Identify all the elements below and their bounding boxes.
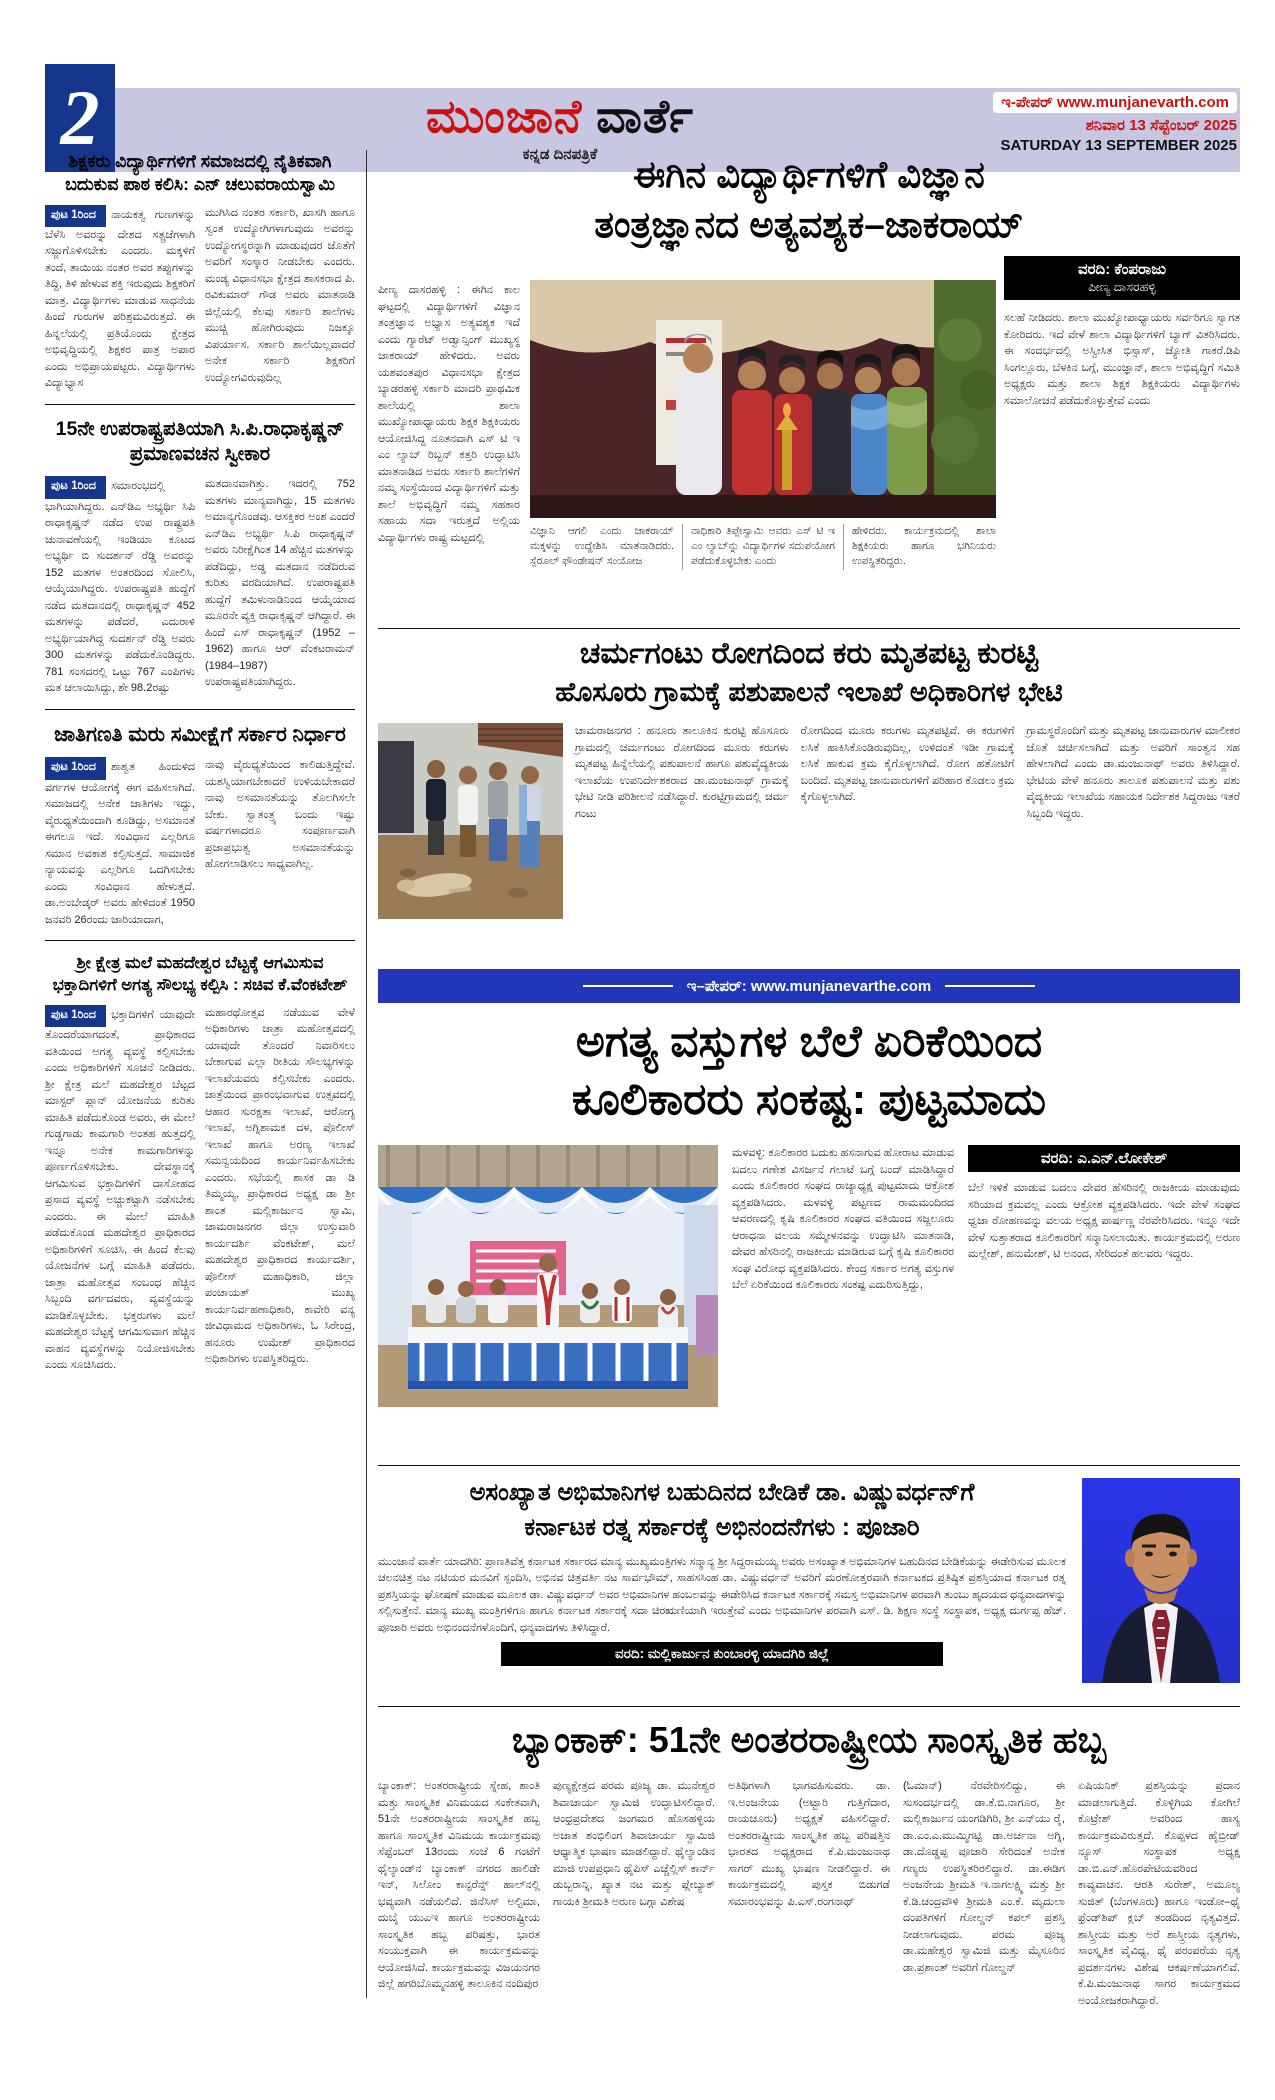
photo-lamp-lighting-svg <box>530 280 996 518</box>
article-price-right-text: ಬೆಲೆ ಇಳಿಕೆ ಮಾಡುವ ಬದಲು ದೇವರ ಹೆಸರಿನಲ್ಲಿ ರಾಜಕೀಯ ಮಾಡುವುದು ಸರಿಯಾದ ಕ್ರಮವಲ್ಲ ಎಂದು ಆಕ್ರೋಶ ವ್ಯಕ್ತಪಡಿಸಿದರು. ಇದೇ ವೇಳೆ ಸಂಘದ ಧ್ವಜಾ ರೋಹಣವನ್ನು ವಲಯ ಅಧ್ಯಕ್ಷ ಪಾರ್ಷಣ್ಣ ನೆರವೇರಿಸಿದರು. ಇನ್ನೂ ಇದೇ ವೇಳೆ ಸುತ್ತಾತರಾದ ಕೂಲಿಕಾರರಿಗೆ ಸನ್ಮಾನಿಸಲಾಯಿತು. ಕಾರ್ಯಕ್ರಮದಲ್ಲಿ ಅರುಣ ಮಲ್ಲೇಶ್, ಹನುಮೇಶ್, ಟಿ ಅನಂದ, ಸೇರಿದಂತೆ ಹಲವರು ಇದ್ದರು. <box>968 1182 1240 1261</box>
masthead-title-red: ಮುಂಜಾನೆ <box>426 90 583 142</box>
article-science-cap1: ವಿಜ್ಞಾನಿ ಆಗಲಿ ಎಂದು ಜಾಕರಾಯ್ ಮಕ್ಕಳನ್ನು ಉದ್ದೇಶಿಸಿ ಮಾತನಾಡಿದರು. ಸ್ಪೆರೂಲ್ ಫೌಂಡೇಷನ್ ಸಂಯೋಜ <box>530 525 674 568</box>
article-caste-census-col1 <box>45 757 195 928</box>
article-mm-hills-col1 <box>45 1005 195 1374</box>
article-vishnu-headline <box>378 1476 1066 1546</box>
article-vishnu-left <box>378 1476 1066 1666</box>
article-mm-hills-col2: ಮಹಾರಥೋತ್ಸವ ನಡೆಯುವ ವೇಳೆ ಅಧಿಕಾರಿಗಳು ಜಾತ್ರಾ ಮಹೋತ್ಸವದಲ್ಲಿ ಯಾವುದೇ ತೊಂದರೆ ನಿವಾರಿಸಲು ಬೇಕಾಗುವ ಎಲ್ಲಾ ರೀತಿಯ ಸೌಲಭ್ಯಗಳನ್ನು ಇಲಾಖೆಯವರು ಕಲ್ಪಿಸಬೇಕು ಎಂದರು. ಜಾತ್ರೆಯಿಂದ ಪ್ರಾರಂಭವಾಗುವ ಉತ್ಸವದಲ್ಲಿ ಆಹಾರ ಸುರಕ್ಷತಾ ಇಲಾಖೆ, ಆರೋಗ್ಯ ಇಲಾಖೆ, ಅಗ್ನಿಶಾಮಕ ದಳ, ಪೊಲೀಸ್ ಇಲಾಖೆ ಹಾಗೂ ಅರಣ್ಯ ಇಲಾಖೆ ಸಮನ್ವಯದಿಂದ ಕಾರ್ಯನಿರ್ವಹಿಸಬೇಕು ಎಂದರು. ಸಭೆಯಲ್ಲಿ ಶಾಸಕ ಡಾ ಡಿ ತಿಮ್ಮಯ್ಯ, ಪ್ರಾಧಿಕಾರದ ಅಧ್ಯಕ್ಷ ಡಾ ಶ್ರೀ ಶಾಂತ ಮಲ್ಲಿಕಾರ್ಜುನ ಸ್ವಾಮಿ, ಚಾಮರಾಜನಗರ ಜಿಲ್ಲಾ ಉಸ್ತುವಾರಿ ಕಾರ್ಯದರ್ಶಿ ವೆಂಕಟೇಶ್, ಮಲೆ ಮಹದೇಶ್ವರ ಪ್ರಾಧಿಕಾರದ ಕಾರ್ಯದರ್ಶಿ, ಪೊಲೀಸ್ ಮಹಾಧಿಕಾರಿ, ಜಿಲ್ಲಾ ಪಂಚಾಯತ್ ಮುಖ್ಯ ಕಾರ್ಯನಿರ್ವಹಣಾಧಿಕಾರಿ, ಕಾವೇರಿ ವನ್ಯ ಜೀವಿಧಾಮದ ಅಧಿಕಾರಿಗಳು, ಓ ಸಿರೇಂದ್ರ, ಹನೂರು ಉಮೇಶ್ ಪ್ರಾಧಿಕಾರದ ಅಧಿಕಾರಿಗಳು ಉಪಸ್ಥಿತರಿದ್ದರು. <box>205 1006 355 1366</box>
sidebar-rule-2 <box>45 709 355 710</box>
main-area <box>378 150 1240 2009</box>
report-box-science <box>1004 256 1240 300</box>
article-vishnu-headline-line2: ಕರ್ನಾಟಕ ರತ್ನ ಸರ್ಕಾರಕ್ಕೆ ಅಭಿನಂದನೆಗಳು : ಪೂಜಾರಿ <box>524 1513 920 1541</box>
article-science-cap2: ನಾಧಿಕಾರಿ ತಿಪ್ಪೇಸ್ವಾಮಿ ಅವರು ಎಸ್ ಟಿ ಇ ಎಂ ಲ್ಯಾಬ್‌ನ್ನು ವಿದ್ಯಾರ್ಥಿಗಳ ಸದುಪಯೋಗ ಪಡೆದುಕೊಳ್ಳಬೇಕು ಎಂದು <box>682 524 835 570</box>
article-bangkok-col1: ಬ್ಯಾಂಕಾಕ್: ಅಂತರರಾಷ್ಟ್ರೀಯ ಸ್ನೇಹ, ಶಾಂತಿ ಮತ್ತು ಸಾಂಸ್ಕೃತಿಕ ವಿನಿಮಯದ ಸಂಕೇತವಾಗಿ, 51ನೇ ಅಂತರರಾಷ್ಟ್ರೀಯ ಸಾಂಸ್ಕೃತಿಕ ಹಬ್ಬ ಹಾಗೂ ಸಾಂಸ್ಕೃತಿಕ ವಿನಿಮಯ ಕಾರ್ಯಕ್ರಮವು ಸೆಪ್ಟೆಂಬರ್ 13ರಂದು ಸಂಜೆ 6 ಗಂಟೆಗೆ ಥೈಲ್ಯಾಂಡ್‌ನ ಬ್ಯಾಂಕಾಕ್ ನಗರದ ಹಾಲಿಡೇ ಇನ್, ಸಿಲೋಂ ಕಾನ್ಫರೆನ್ಸ್ ಹಾಲ್‌ನಲ್ಲಿ ಭವ್ಯವಾಗಿ ನಡೆಯಲಿದೆ. ಜಿನೆಸಿಸ್ ಅಲ್ಟಿಮಾ, ದುಬೈ ಯುಎಇ ಹಾಗೂ ಅಂತರರಾಷ್ಟ್ರೀಯ ಸಾಂಸ್ಕೃತಿಕ ಹಬ್ಬ ಪರಿಷತ್ತು, ಭಾರತ ಸಂಯುಕ್ತವಾಗಿ ಈ ಕಾರ್ಯಕ್ರಮವನ್ನು ಆಯೋಜಿಸಿದೆ. ಕಾರ್ಯಕ್ರಮವನ್ನು ವಿಜಯನಗರ ಜಿಲ್ಲೆ ಹಗರಿಬೊಮ್ಮನಹಳ್ಳಿ ತಾಲೂಕಿನ ನಂದಿಪುರ <box>378 1780 540 1990</box>
article-vicepresident <box>45 417 355 697</box>
article-vicepresident-headline: 15ನೇ ಉಪರಾಷ್ಟ್ರಪತಿಯಾಗಿ ಸಿ.ಪಿ.ರಾಧಾಕೃಷ್ಣನ್ ಪ್ರಮಾಣವಚನ ಸ್ವೀಕಾರ <box>55 417 345 466</box>
article-mm-hills-headline: ಶ್ರೀ ಕ್ಷೇತ್ರ ಮಲೆ ಮಹದೇಶ್ವರ ಬೆಟ್ಟಕ್ಕೆ ಆಗಮಿಸುವ ಭಕ್ತಾದಿಗಳಿಗೆ ಅಗತ್ಯ ಸೌಲಭ್ಯ ಕಲ್ಪಿಸಿ : ಸಚಿವ ಕೆ.ವೆಂಕಟೇಶ್ <box>52 954 348 994</box>
from-page1-tag: ಪುಟ 1ರಿಂದ <box>45 1005 106 1027</box>
article-bangkok-col5: ಏಷಿಯನಿಕ್ ಪ್ರಶಸ್ತಿಯನ್ನು ಪ್ರದಾನ ಮಾಡಲಾಗುತ್ತಿದೆ. ಕೊಳ್ಳಿಗಿಯ ಕೋಗಿಲೆ ಕೊಟ್ರೇಶ್ ಅವರಿಂದ ಹಾಸ್ಯ ಕಾರ್ಯಕ್ರಮವಿರುತ್ತದೆ. ಕೊಪ್ಪಳದ ಹೈಬ್ರೀಡ್ ನ್ಯೂಸ್ ಸಂಸ್ಥಾಪಕ ಅಧ್ಯಕ್ಷ ಡಾ.ಬಿ.ಎನ್.ಹೊರಪೇಟಿಯವರಿಂದ ಕಾವ್ಯವಾಚನ. ಆರತಿ ಸುರೇಶ್, ಅಮೂಲ್ಯ ಸುಜಿತ್ (ಬೆಂಗಳೂರು) ಹಾಗೂ ಇಂಡೋ–ಥೈ ಫ್ರೆಂಡ್‌ಶಿಪ್ ಕ್ಲಬ್ ತಂಡದಿಂದ ನೃತ್ಯವಿತ್ತದೆ. ಶಾಸ್ತ್ರೀಯ ಮತ್ತು ಅರೆ ಶಾಸ್ತ್ರೀಯ ನೃತ್ಯಗಳು, ಸಾಂಸ್ಕೃತಿಕ ವೈವಿಧ್ಯ, ಥೈ ಪರಂಪರೆಯ ನೃತ್ಯ ಪ್ರದರ್ಶನಗಳು ವಿಶೇಷ ಆಕರ್ಷಣೆಯಾಗಲಿವೆ. ಕೆ.ಪಿ.ಮಂಜುನಾಥ ಸಾಗರ ಕಾರ್ಯಕ್ರಮದ ಅಂಯೋಜಕರಾಗಿದ್ದಾರೆ. <box>1078 1780 1240 2007</box>
article-caste-census <box>45 722 355 928</box>
header-right <box>907 92 1237 154</box>
article-teachers <box>45 150 355 392</box>
article-bangkok-col2: ಪುಣ್ಯಕ್ಷೇತ್ರದ ಪರಮ ಪೂಜ್ಯ ಡಾ. ಮುನೇಶ್ವರ ಶಿವಾಚಾರ್ಯ ಸ್ವಾಮಿಜಿ ಉದ್ಘಾಟಿಸಲಿದ್ದಾರೆ. ಆಂಧ್ರಪ್ರದೇಶದ ಜಂಗಮರ ಹೊಸಹಳ್ಳಿಯ ಅಜಾತ ಶಂಭಿಲಿಂಗ ಶಿವಾಚಾರ್ಯ ಸ್ವಾಮಿಜಿ ಆಧ್ಯಾತ್ಮಿಕ ಭಾಷಣ ಮಾಡಲಿದ್ದಾರೆ. ಥೈಲ್ಯಾಂಡಿನ ಮಾಜಿ ಉಪಪ್ರಧಾನಿ ಥೈಪಿಸ್ ಎಚ್ಚೆಲ್ಲಿಸ್ ಕಾರ್ನ್ ಡುಬ್ಬರಾನ್ನಿ, ಖ್ಯಾತ ನಟ ಮತ್ತು ಪ್ಲೇಬ್ಯಾಕ್ ಗಾಯಕಿ ಶ್ರೀಮತಿ ಅರುಣ ಬಗ್ಗಾ ವಿಶೇಷ <box>553 1780 715 1908</box>
article-vishnu-headline-line1: ಅಸಂಖ್ಯಾತ ಅಭಿಮಾನಿಗಳ ಬಹುದಿನದ ಬೇಡಿಕೆ ಡಾ. ವಿಷ್ಣುವರ್ಧನ್‌ಗೆ <box>469 1479 975 1506</box>
article-mm-hills-col1-text: ಭಕ್ತಾದಿಗಳಿಗೆ ಯಾವುದೇ ತೊಂದರೆಯಾಗದಂತೆ, ಪ್ರಾಧಿಕಾರದ ವತಿಯಿಂದ ಅಗತ್ಯ ವ್ಯವಸ್ಥೆ ಕಲ್ಪಿಸಬೇಕು ಎಂದು ಅಧಿಕಾರಿಗಳಿಗೆ ಸೂಚನೆ ನೀಡಿದರು. ಶ್ರೀ ಕ್ಷೇತ್ರ ಮಲೆ ಮಹದೇಶ್ವರ ಬೆಟ್ಟದ ಮಾಸ್ಟರ್ ಪ್ಲಾನ್ ಯೋಜನೆಯ ಕುರಿತು ಮಾಹಿತಿ ಪಡೆದುಕೊಂಡ ಅವರು, ಈ ಮೇಲೆ ಗುಡ್ಡಗಾಡು ಕಾಮಗಾರಿ ಅಂತಹ ಹುತ್ತದಲ್ಲಿ ಇನ್ನೂ ಅನೇಕ ಕಾಮಗಾರಿಗಳನ್ನು ಪೂರ್ಣಗೊಳಿಸಬೇಕು. ದೇವಸ್ಥಾನಕ್ಕೆ ಆಗಮಿಸುವ ಭಕ್ತಾದಿಗಳಿಗೆ ದಾಸೋಹದ ಪ್ರಸಾದ ವ್ಯವಸ್ಥೆ ಅಚ್ಚುಕಟ್ಟಾಗಿ ನಡೆಸಬೇಕು ಎಂದರು. ಈ ಮೇಲೆ ಮಾಹಿತಿ ಪಡೆದುಕೊಂಡ ಮಹದೇಶ್ವರ ಪ್ರಾಧಿಕಾರದ ಅಧಿಕಾರಿಗಳಿಗೆ ಸೂಚಿಸಿ, ಈ ಹಿಂದೆ ಕೆಲವು ಯೋಜನೆಗಳ ಬಗ್ಗೆ ಮಾಹಿತಿ ಪಡೆದರು. ಜಾತ್ರಾ ಮಹೋತ್ಸವ ಸಂಬಂಧ ಹೆಚ್ಚಿನ ಸಿಬ್ಬಂದಿ ವರ್ಗದವರು, ವ್ಯವಸ್ಥೆಯನ್ನು ಮಾಡಿಕೊಳ್ಳಬೇಕು. ಭಕ್ತರುಗಳು ಮಲೆ ಮಹದೇಶ್ವರ ಬೆಟ್ಟಕ್ಕೆ ಆಗಮಿಸುವಾಗ ಹೆಚ್ಚಿನ ವಾಹನ ವ್ಯವಸ್ಥೆಗಳನ್ನು ನಿಯೋಜಿಸಬೇಕು ಎಂದು ಸೂಚಿಸಿದರು. <box>45 1008 195 1372</box>
article-cattle-headline-line1: ಚರ್ಮಗಂಟು ರೋಗದಿಂದ ಕರು ಮೃತಪಟ್ಟ ಕುರಟ್ಟಿ <box>579 637 1039 670</box>
article-science-left-col: ಪೀಣ್ಯ ದಾಸರಹಳ್ಳಿ : ಈಗಿನ ಕಾಲ ಘಟ್ಟದಲ್ಲಿ ವಿದ್ಯಾರ್ಥಿಗಳಿಗೆ ವಿಜ್ಞಾನ ತಂತ್ರಜ್ಞಾನ ಅಭ್ಯಾಸ ಅತ್ಯವಶ್ಯಕ ಇದೆ ಎಂದು ಗ್ಯಾರೆಟ್ ಅಡ್ವಾನ್ಸಿಂಗ್ ಮುಖ್ಯಸ್ಥ ಜಾಕರಾಯ್ ಹೇಳಿದರು. ಅವರು ಯಶವಂತಪುರ ವಿಧಾನಸಭಾ ಕ್ಷೇತ್ರದ ಬ್ಯಾಡರಹಳ್ಳಿ ಸರ್ಕಾರಿ ಮಾದರಿ ಪ್ರಾಥಮಿಕ ಶಾಲೆಯಲ್ಲಿ ಶಾಲಾ ಮುಖ್ಯೋಪಾಧ್ಯಾಯರು ಶಿಕ್ಷಕ ಶಿಕ್ಷಕಿಯರು ಆಯೋಜಿಸಿದ್ದ ನೂತನವಾಗಿ ಎಸ್ ಟಿ ಇ ಎಂ ಲ್ಯಾಬ್ ರಿಬ್ಬನ್ ಕತ್ತರಿ ಉದ್ಘಾಟಿಸಿ ಮಾತನಾಡಿದ ಅವರು ಸರ್ಕಾರಿ ಶಾಲೆಗಳಿಗೆ ನಮ್ಮ ಸಂಸ್ಥೆಯಿಂದ ವಿದ್ಯಾರ್ಥಿಗಳಿಗೆ ಮತ್ತು ಶಾಲೆ ಅಭಿವೃದ್ಧಿಗೆ ನಮ್ಮ ಸಹಕಾರ ಸಹಾಯ ಸದಾ ಇರುತ್ತದೆ ಅಲ್ಲಿಯ ವಿದ್ಯಾರ್ಥಿಗಳು ರಾಷ್ಟ್ರ ಮಟ್ಟದಲ್ಲಿ <box>378 284 520 544</box>
band-dash-right <box>945 985 1035 987</box>
article-vicepresident-col1 <box>45 476 195 696</box>
report-box-price-text: ವರದಿ: ಎ.ಎನ್.ಲೋಕೇಶ್ <box>1040 1150 1168 1168</box>
photo-tent-meeting-svg <box>378 1145 718 1407</box>
article-teachers-col1 <box>45 205 195 392</box>
article-cattle-col3: ಗ್ರಾಮಸ್ಥರೊಂದಿಗೆ ಮತ್ತು ಮೃತಪಟ್ಟ ಜಾನುವಾರುಗಳ ಮಾಲೀಕರ ಜೊತೆ ಚರ್ಚಿಸಲಾಗಿದೆ ಮತ್ತು ಅವರಿಗೆ ಸಾಂತ್ವನ ಸಹ ಹೇಳಲಾಗಿದೆ ಎಂದು ಡಾ.ಮಂಜುನಾಥ್ ಅವರು ತಿಳಿಸಿದ್ದಾರೆ. ಭೇಟಿಯ ವೇಳೆ ಹನೂರು ತಾಲೂಕ ಪಶುಪಾಲನೆ ಮತ್ತು ಪಶು ವೈದ್ಯಕೀಯ ಇಲಾಖೆಯ ಸಹಾಯಕ ನಿರ್ದೇಶಕ ಸಿದ್ದರಾಜು ಇತರೆ ಸಿಬ್ಬಂದಿ ಇದ್ದರು. <box>1026 725 1241 820</box>
article-bangkok <box>378 1707 1240 2009</box>
article-price-right-col <box>968 1145 1240 1407</box>
article-science-headline-line2: ತಂತ್ರಜ್ಞಾನದ ಅತ್ಯವಶ್ಯಕ–ಜಾಕರಾಯ್ <box>594 203 1024 245</box>
report-box-science-line2: ಪೀಣ್ಯ ದಾಸರಹಳ್ಳಿ <box>1088 280 1156 294</box>
epaper-url: ಇ-ಪೇಪರ್ www.munjanevarth.com <box>993 92 1237 113</box>
article-science-caption-row <box>530 524 996 570</box>
article-science-headline <box>378 150 1240 250</box>
article-cattle <box>378 629 1240 969</box>
article-mm-hills <box>45 953 355 1374</box>
article-price-rise <box>378 1003 1240 1465</box>
sidebar <box>45 150 355 1374</box>
from-page1-tag: ಪುಟ 1ರಿಂದ <box>45 757 106 779</box>
photo-dead-calf-svg <box>378 723 563 919</box>
article-bangkok-col4: (ಓಮಾನ್) ನೆರವೇರಿಸಲಿದ್ದು, ಈ ಸುಸಂದರ್ಭದಲ್ಲಿ ಡಾ.ಕೆ.ಬಿ.ನಾಗೂರ, ಶ್ರೀ ಮಲ್ಲಿಕಾರ್ಜುನ ಯಂಗಡಿಗಿರಿ, ಶ್ರೀ ಎನ್‌ಯು ರೈ, ಡಾ.ಎಂ.ಎ.ಮುಮ್ಮಿಗಟ್ಟಿ ಡಾ.ಅರ್ಚನಾ ಅಗ್ನಿ, ಡಾ.ದೊಡ್ಡಪ್ಪ ಪೂಜಾರಿ ಸೇರಿದಂತೆ ಅನೇಕ ಗಣ್ಯರು ಉಪಸ್ಥಿತರಿರಲಿದ್ದಾರೆ. ಡಾ.ಈಡಿಗ ಅಂಜನೇಯ ಶ್ರೀಮತಿ ಇ.ನಾಗಲಕ್ಷ್ಮಿ ಮತ್ತು ಶ್ರೀ ಕೆ.ಡಿ.ಚಂದ್ರವೌಳಿ ಶ್ರೀಮತಿ ಎಂ.ಕೆ. ಮೃದುಲಾ ದಂಪತಿಗಳಿಗೆ ಗೋಲ್ಡನ್ ಕಪಲ್ ಪ್ರಶಸ್ತಿ ನೀಡಲಾಗುವುದು. ಪರಮ ಪೂಜ್ಯ ಡಾ.ಮಹೇಶ್ವರ ಸ್ವಾಮಿಜಿ ಮತ್ತು ಮೈಸೂರಿನ ಡಾ.ಪ್ರಶಾಂತ್ ಅವರಿಗೆ ಗೋಲ್ಡನ್ <box>903 1780 1065 1974</box>
article-caste-census-col1-text: ಶಾಶ್ವತ ಹಿಂದುಳಿದ ವರ್ಗಗಳ ಆಯೋಗಕ್ಕೆ ಈಗ ವಹಿಸಲಾಗಿದೆ. ಸಮಾಜದಲ್ಲಿ ಅನೇಕ ಜಾತಿಗಳು ಇದ್ದು, ವೈರುಧ್ಯತೆಯಿಂದಾಗಿ ಕೂಡಿದ್ದು, ಅಸಮಾನತೆ ಈಗಲೂ ಇದೆ. ಸಂವಿಧಾನ ಎಲ್ಲರಿಗೂ ಸಮಾನ ಅವಕಾಶ ಕಲ್ಪಿಸುತ್ತದೆ. ಸಾಮಾಜಿಕ ನ್ಯಾಯವನ್ನು ಎಲ್ಲರಿಗೂ ಒದಗಿಸಬೇಕು ಎಂದು ಸಂವಿಧಾನ ಹೇಳುತ್ತದೆ. ಡಾ.ಅಂಬೇಡ್ಕರ್ ಅವರು ಹೇಳಿದಂತೆ 1950 ಜನವರಿ 26ರಂದು ಜಾರಿಯಾದಾಗ, <box>45 761 195 926</box>
article-teachers-headline: ಶಿಕ್ಷಕರು ವಿದ್ಯಾರ್ಥಿಗಳಿಗೆ ಸಮಾಜದಲ್ಲಿ ನೈತಿಕವಾಗಿ ಬದುಕುವ ಪಾಠ ಕಲಿಸಿ: ಎನ್ ಚಲುವರಾಯಸ್ವಾಮಿ <box>65 151 335 194</box>
article-teachers-col1-text: ನಾಯಕತ್ವ ಗುಣಗಳನ್ನು ಬೆಳೆಸಿ ಅವರನ್ನು ದೇಶದ ಸತ್ಪ್ರಜೆಗಳಾಗಿ ಸಜ್ಜುಗೊಳಿಸಬೇಕು ಎಂದರು. ಮಕ್ಕಳಿಗೆ ತಂದೆ, ತಾಯಿಯ ನಂತರ ಅವರ ತಪ್ಪುಗಳನ್ನು ತಿದ್ದಿ, ತಿಳಿ ಹೇಳುವ ಶಕ್ತಿ ಇರುವುದು ಶಿಕ್ಷಕರಿಗೆ ಮಾತ್ರ. ವಿದ್ಯಾರ್ಥಿಗಳು ಮಾಡುವ ಸಾಧನೆಯ ಹಿಂದೆ ಗುರುಗಳ ಪರಿಶ್ರಮವಿರುತ್ತದೆ. ಈ ಹಿನ್ನಲೆಯಲ್ಲಿ ಪ್ರತಿಯೊಂದು ಕ್ಷೇತ್ರದ ಅಭಿವೃದ್ಧಿಯಲ್ಲಿ ಶಿಕ್ಷಕರ ಪಾತ್ರ ಅಪಾರ ಎಂದು ಅಭಿಪ್ರಾಯಪಟ್ಟರು. ವಿದ್ಯಾರ್ಥಿಗಳು ವಿದ್ಯಾಭ್ಯಾಸ <box>45 208 195 390</box>
report-box-science-line1: ವರದಿ: ಕೆಂಪರಾಜು <box>1077 261 1167 278</box>
article-price-headline-line1: ಅಗತ್ಯ ವಸ್ತುಗಳ ಬೆಲೆ ಏರಿಕೆಯಿಂದ <box>575 1017 1043 1066</box>
article-science-right-col <box>1004 256 1240 409</box>
article-bangkok-headline: ಬ್ಯಾಂಕಾಕ್: 51ನೇ ಅಂತರರಾಷ್ಟ್ರೀಯ ಸಾಂಸ್ಕೃತಿಕ ಹಬ್ಬ <box>511 1719 1107 1760</box>
article-vishnu-body: ಮುಂಜಾನೆ ವಾರ್ತೆ ಯಾದಗಿರಿ: ಪ್ರಾಣತಿವೆತ್ತ ಕರ್ನಾಟಕ ಸರ್ಕಾರದ ಮಾನ್ಯ ಮುಖ್ಯಮಂತ್ರಿಗಳು ಸನ್ಮಾನ್ಯ ಶ್ರೀ ಸಿದ್ದರಾಮಯ್ಯ ಅವರು ಅಸಂಖ್ಯಾತ ಅಭಿಮಾನಿಗಳ ಬಹುದಿನದ ಬೇಡಿಕೆಯನ್ನು ಈಡೇರಿಸುವ ಮೂಲಕ ಚಲನಚಿತ್ರ ನಟ ನಟಿಯರ ಮನವಿಗೆ ಸ್ಪಂದಿಸಿ, ಅಭಿನವ ಚಿತ್ರವರ್ತಿ ನಟ ಸಾರ್ವಭೌಮ್, ಸಾಹಸಸಿಂಹ ಡಾ. ವಿಷ್ಣುವರ್ಧನ್ ಅವರಿಗೆ ಮರಣೋತ್ತರವಾಗಿ ಕರ್ನಾಟಕದ ಪ್ರತಿಷ್ಠಿತ ಪ್ರಶಸ್ತಿಯಾದ ಕರ್ನಾಟಕ ರತ್ನ ಪ್ರಶಸ್ತಿಯನ್ನು ಘೋಷಣೆ ಮಾಡುವ ಮೂಲಕ ಡಾ. ವಿಷ್ಣುವರ್ಧನ್ ಅವರ ಅಭಿಮಾನಿಗಳ ಹಂಬಲವನ್ನು ಈಡೇರಿಸಿದ ಕರ್ನಾಟಕ ಸರ್ಕಾರಕ್ಕೆ ಸಮಸ್ತ ಅಭಿಮಾನಿಗಳ ಪರವಾಗಿ ತುಂಬು ಹೃದಯದ ಧನ್ಯವಾದಗಳನ್ನು ಸಲ್ಲಿಸುತ್ತೇನೆ. ಮಾನ್ಯ ಮುಖ್ಯ ಮಂತ್ರಿಗಳಿಗೂ ಹಾಗೂ ಕರ್ನಾಟಕ ಸರ್ಕಾರಕ್ಕೆ ಸದಾ ಚಿರಋಣಿಯಾಗಿ ಇರುತ್ತೇವೆ ಎಂದು ಅಭಿಮಾನಿಗಳ ಪರವಾಗಿ ಎಸ್. ಡಿ. ಶಿಕ್ಷಣ ಸಂಸ್ಥೆ ಸಂಸ್ಥಾಪಕ, ಅಧ್ಯಕ್ಷ ದುರ್ಗಪ್ಪ ಹೆಚ್. ಪೂಜಾರಿ ಅವರು ಅಭಿನಂದನೆಗಳೊಂದಿಗೆ, ಧನ್ಯವಾದಗಳು ತಿಳಿಸಿದ್ದಾರೆ. <box>378 1555 1066 1634</box>
sidebar-rule-1 <box>45 404 355 405</box>
article-caste-census-col2: ನಾವು ವೈರುಧ್ಯತೆಯಿಂದ ಕಾಲಿಡುತ್ತಿದ್ದೇವೆ. ಯಶಸ್ವಿಯಾಗಬೇಕಾದರೆ ಉಳಿಯಬೇಕಾದರೆ ನಾವು ಅಸಮಾನತೆಯನ್ನು ತೊಲಗಿಸಲೇ ಬೇಕು. ಸ್ವಾತಂತ್ರ್ಯ ಬಂದು ಇಷ್ಟು ವರ್ಷಗಳಾದರೂ ಸಂಪೂರ್ಣವಾಗಿ ಪ್ರಜಾಪ್ರಭುತ್ವ ಅಸಮಾನತೆಯನ್ನು ಹೋಗಲಾಡಿಸಲು ಸಾಧ್ಯವಾಗಿಲ್ಲ. <box>205 759 355 871</box>
article-science <box>378 150 1240 628</box>
article-bangkok-col3: ಅತಿಥಿಗಳಾಗಿ ಭಾಗವಹಿಸುವರು. ಡಾ. ಇ.ಅಂಜನೇಯ (ಅಟ್ಬಾರಿ ಗುತ್ತಿಗೆದಾರ, ರಾಯಚೂರು) ಅಧ್ಯಕ್ಷತೆ ವಹಿಸಲಿದ್ದಾರೆ. ಅಂತರರಾಷ್ಟ್ರೀಯ ಸಾಂಸ್ಕೃತಿಕ ಹಬ್ಬ ಪರಿಷತ್ತಿನ ಭಾರತದ ಅಧ್ಯಕ್ಷರಾದ ಕೆ.ಪಿ.ಮಂಜುನಾಥ ಸಾಗರ್ ಮುಖ್ಯ ಭಾಷಣ ನೀಡಲಿದ್ದಾರೆ. ಈ ಕಾರ್ಯಕ್ರಮದಲ್ಲಿ ಪುಸ್ತಕ ಬಿಡುಗಡೆ ಸಮಾರಂಭವನ್ನು ಪಿ.ಎಸ್.ರಂಗನಾಥ್ <box>728 1780 890 1908</box>
article-price-headline <box>378 1013 1240 1129</box>
article-price-mid-col: ಮಳವಳ್ಳಿ: ಕೂಲಿಕಾರರ ಬದುಕು ಹಸನಾಗುವ ಹೋರಾಟ ಮಾಡುವ ಬದಲು ಗಣೇಶ ವಿಸರ್ಜನೆ ಗಲಾಟೆ ಬಗ್ಗೆ ಬಂದ್ ಮಾಡಿಸಿದ್ದಾರೆ ಎಂದು ಕೂಲಿಕಾರರ ಸಂಘದ ರಾಜ್ಯಾಧ್ಯಕ್ಷ ಪುಟ್ಟಮಾದು ಆಕ್ರೋಶ ವ್ಯಕ್ತಪಡಿಸಿದರು. ಮಳವಳ್ಳಿ ಪಟ್ಟಣದ ರಾಮಮಂದಿರದ ಆವರಣದಲ್ಲಿ ಕೃಷಿ ಕೂಲಿಕಾರರ ಸಂಘದ ವತಿಯಿಂದ ಸಜ್ಜಲೂರು ಆರಾಧನಾ ವಲಯ ಸಮ್ಮೇಳನವನ್ನು ಉದ್ಘಾಟಿಸಿ ಮಾತನಾಡಿ, ದೇವರ ಹೆಸರಿನಲ್ಲಿ ರಾಜಕೀಯ ಮಾಡಿರುವ ಬಗ್ಗೆ ಕೃಷಿ ಕೂಲಿಕಾರರ ಸಂಘ ವಿರೋಧ ವ್ಯಕ್ತಪಡಿಸಿದರು. ಕೇಂದ್ರ ಸರ್ಕಾರ ಅಗತ್ಯ ವಸ್ತುಗಳ ಬೆಲೆ ಏರಿಕೆಯಿಂದ ಕೂಲಿಕಾರರು ಸಂಕಷ್ಟ ಎದುರಿಸುತ್ತಿದ್ದು, <box>732 1147 954 1292</box>
photo-portrait-svg <box>1082 1478 1240 1683</box>
report-box-price <box>968 1145 1240 1172</box>
article-science-right-text: ಸಲಹೆ ನೀಡಿದರು. ಶಾಲಾ ಮುಖ್ಯೋಪಾಧ್ಯಾಯರು ಸರ್ವರಿಗೂ ಸ್ವಾಗತ ಕೋರಿದರು. ಇದೆ ವೇಳೆ ಶಾಲಾ ವಿದ್ಯಾರ್ಥಿಗಳಿಗೆ ಬ್ಯಾಗ್ ವಿತರಿಸಿದರು. ಈ ಸಂದರ್ಭದಲ್ಲಿ ಅಸ್ವೀಸಿತ ಭಿಸ್ಸಾಸ್, ಜ್ಯೋತಿ ಗಾಕರೆ.ಡಿಪಿ ಸಿಂಗಲ್ಲೂರು, ಬೆಳಕಿನ ಬಗ್ಗೆ, ಮುಂಜ್ಞಾನ್, ಶಾಲಾ ಅಭಿವೃದ್ಧಿಗೆ ಸಮಿತಿ ಅಧ್ಯಕ್ಷರು ಮತ್ತು ಶಾಲಾ ಶಿಕ್ಷಕ ಶಿಕ್ಷಕಿಯರು ವಿದ್ಯಾರ್ಥಿಗಳು ಸಮಾಲೋಚನೆ ಪಡೆದುಕೊಳ್ಳುತ್ತೇವೆ ಎಂದು <box>1004 312 1240 407</box>
article-science-cap3: ಹೇಳಿದರು. ಕಾರ್ಯಕ್ರಮದಲ್ಲಿ ಶಾಲಾ ಶಿಕ್ಷಕಿಯರು ಹಾಗೂ ಭಗಿನಿಯರು ಉಪಸ್ಥಿತರಿದ್ದರು. <box>843 524 996 570</box>
from-page1-tag: ಪುಟ 1ರಿಂದ <box>45 205 106 227</box>
sidebar-rule-3 <box>45 940 355 941</box>
report-box-vishnu: ವರದಿ: ಮಲ್ಲಿಕಾರ್ಜುನ ಕುಂಬಾರಳ್ಳಿ ಯಾದಗಿರಿ ಜಿಲ್ಲೆ <box>501 1642 943 1666</box>
date-english: SATURDAY 13 SEPTEMBER 2025 <box>1000 137 1237 154</box>
article-cattle-col1: ಚಾಮರಾಜನಗರ : ಹನೂರು ತಾಲೂಕಿನ ಕುರಟ್ಟಿ ಹೊಸೂರು ಗ್ರಾಮದಲ್ಲಿ ಚರ್ಮಗಂಟು ರೋಗದಿಂದ ಮೂರು ಕರುಗಳು ಮೃತಪಟ್ಟ ಹಿನ್ನೆಲೆಯಲ್ಲಿ ಪಶುಪಾಲನೆ ಹಾಗೂ ಪಶುವೈದ್ಯಕೀಯ ಇಲಾಖೆಯ ಉಪನಿರ್ದೇಶಕರಾದ ಡಾ.ಮಂಜುನಾಥ್ ಗ್ರಾಮಕ್ಕೆ ಭೇಟಿ ನೀಡಿ ಪರಿಶೀಲನೆ ನಡೆಸಿದ್ದಾರೆ. ಕುರಟ್ಟಿಗ್ರಾಮದಲ್ಲಿ ಚರ್ಮ ಗಂಟು <box>575 725 789 820</box>
photo-tent-meeting <box>378 1145 718 1407</box>
article-vicepresident-col2: ಮತದಾನವಾಗಿತ್ತು. ಇದರಲ್ಲಿ 752 ಮತಗಳು ಮಾನ್ಯವಾಗಿದ್ದು, 15 ಮತಗಳು ಅಮಾನ್ಯಗೊಂಡವು. ಆಸಕ್ತಿಕರ ಅಂಶ ಎಂದರೆ ಎನ್‌ಡಿಎ ಅಭ್ಯರ್ಥಿ ಸಿ.ಪಿ ರಾಧಾಕೃಷ್ಣನ್ ಅವರು ನಿರೀಕ್ಷೆಗಿಂತ 14 ಹೆಚ್ಚಿನ ಮತಗಳನ್ನು ಪಡೆದಿದ್ದು, ಅಡ್ಡ ಮತದಾನ ನಡೆದಿರುವ ಕುರಿತು ವರದಿಯಾಗಿದೆ. ಉಪರಾಷ್ಟ್ರಪತಿ ಹುದ್ದೆಗೆ ತಮಿಳುನಾಡಿನಿಂದ ಆಯ್ಕೆಯಾದ ಮೂರನೇ ವ್ಯಕ್ತಿ ರಾಧಾಕೃಷ್ಣನ್ ಆಗಿದ್ದಾರೆ. ಈ ಹಿಂದೆ ಎಸ್ ರಾಧಾಕೃಷ್ಣನ್ (1952 – 1962) ಹಾಗೂ ಆರ್ ವೆಂಕಟರಾಮನ್ (1984–1987) ಉಪರಾಷ್ಟ್ರಪತಿಯಾಗಿದ್ದರು. <box>205 478 355 689</box>
article-price-headline-line2: ಕೂಲಿಕಾರರು ಸಂಕಷ್ಟ: ಪುಟ್ಟಮಾದು <box>571 1075 1047 1125</box>
band-dash-left <box>583 985 673 987</box>
column-divider <box>366 150 367 1998</box>
photo-dead-calf-visit <box>378 723 563 919</box>
article-caste-census-headline: ಜಾತಿಗಣತಿ ಮರು ಸಮೀಕ್ಷೆಗೆ ಸರ್ಕಾರ ನಿರ್ಧಾರ <box>54 722 346 746</box>
masthead-title <box>300 92 820 140</box>
masthead-title-black: ವಾರ್ತೆ <box>596 90 694 142</box>
article-cattle-col2: ರೋಗದಿಂದ ಮೂರು ಕರುಗಳು ಮೃತಪಟ್ಟಿವೆ. ಈ ಕರುಗಳಿಗೆ ಲಸಿಕೆ ಹಾಕಿಸಿಕೊಂಡಿರುವುದಿಲ್ಲ, ಉಳಿದಂತೆ ಇಡೀ ಗ್ರಾಮಕ್ಕೆ ಲಸಿಕೆ ಹಾಕುವ ಕ್ರಮ ಕೈಗೊಳ್ಳಲಾಗಿದೆ. ರೋಗ ಹತೋಟಿಗೆ ಬಂದಿದೆ. ಮೃತಪಟ್ಟ ಜಾನುವಾರುಗಳಿಗೆ ಪರಿಹಾರ ಕೊಡಲು ಕ್ರಮ ಕೈಗೊಳ್ಳಲಾಗಿದೆ. <box>800 725 1015 803</box>
article-vishnuvardhan <box>378 1466 1240 1706</box>
article-vicepresident-col1-text: ಸಮಾರಂಭದಲ್ಲಿ ಭಾಗಿಯಾಗಿದ್ದರು. ಎನ್‌ಡಿಎ ಅಭ್ಯರ್ಥಿ ಸಿಪಿ ರಾಧಾಕೃಷ್ಣನ್ ನಡೆದ ಉಪ ರಾಷ್ಟ್ರಪತಿ ಚುನಾವಣೆಯಲ್ಲಿ ಇಂಡಿಯಾ ಕೂಟದ ಅಭ್ಯರ್ಥಿ ಬಿ ಸುದರ್ಶನ್ ರೆಡ್ಡಿ ಅವರನ್ನು 152 ಮತಗಳ ಅಂತರದಿಂದ ಸೋಲಿಸಿ, ಆಯ್ಕೆಯಾಗಿದ್ದರು. ಉಪರಾಷ್ಟ್ರಪತಿ ಹುದ್ದೆಗೆ ನಡೆದ ಮತದಾನದಲ್ಲಿ ರಾಧಾಕೃಷ್ಣನ್ 452 ಮತಗಳನ್ನು ಪಡೆದರೆ, ಎದುರಾಳಿ ಅಭ್ಯರ್ಥಿಯಾಗಿದ್ದ ಸುದರ್ಶನ್ ರೆಡ್ಡಿ ಅವರು 300 ಮತಗಳನ್ನು ಪಡೆದುಕೊಂಡಿದ್ದರು. 781 ಸಂಸದರಲ್ಲಿ ಒಟ್ಟು 767 ಎಂಪಿಗಳು ಮತ ಚಲಾಯಿಸಿದ್ದು, ಶೇ 98.2ರಷ್ಟು <box>45 480 195 695</box>
photo-portrait-pujari <box>1082 1478 1240 1683</box>
photo-lamp-lighting-event <box>530 280 996 518</box>
page-number: 2 <box>60 74 100 161</box>
epaper-band <box>378 969 1240 1003</box>
article-science-headline-line1: ಈಗಿನ ವಿದ್ಯಾರ್ಥಿಗಳಿಗೆ ವಿಜ್ಞಾನ <box>633 154 985 195</box>
article-teachers-col2: ಮುಗಿಸಿದ ನಂತರ ಸರ್ಕಾರಿ, ಖಾಸಗಿ ಹಾಗೂ ಸ್ವಂತ ಉದ್ಯೋಗಿಗಳಾಗುವುದು ಅವರನ್ನು ಉದ್ಯೋಗಸ್ಥರನ್ನಾಗಿ ಮಾಡುವುದರ ಜೊತೆಗೆ ಅವರಿಗೆ ಸಂಸ್ಕಾರ ನೀಡಬೇಕು ಎಂದರು. ಮಂಡ್ಯ ವಿಧಾನಸಭಾ ಕ್ಷೇತ್ರದ ಶಾಸಕರಾದ ಪಿ. ರವಿಕುಮಾರ್ ಗೌಡ ಅವರು ಮಾತನಾಡಿ ಜಿಲ್ಲೆಯಲ್ಲಿ ಕೆಲವು ಸರ್ಕಾರಿ ಶಾಲೆಗಳು ಮುಚ್ಚಿ ಹೋಗಿರುವುದು ನಿಜಕ್ಕೂ ವಿಪರ್ಯಾಸ. ಸರ್ಕಾರಿ ಶಾಲೆಯಿಲ್ಲವಾದರೆ ಅನೇಕ ಸರ್ಕಾರಿ ಶಿಕ್ಷಕರಿಗೆ ಉದ್ಯೋಗವಿರುವುದಿಲ್ಲ <box>205 206 355 384</box>
epaper-band-text: ಇ–ಪೇಪರ್: www.munjanevarthe.com <box>686 977 932 995</box>
masthead-subtitle: ಕನ್ನಡ ದಿನಪತ್ರಿಕೆ <box>522 146 598 164</box>
from-page1-tag: ಪುಟ 1ರಿಂದ <box>45 476 106 498</box>
article-cattle-headline-line2: ಹೊಸೂರು ಗ್ರಾಮಕ್ಕೆ ಪಶುಪಾಲನೆ ಇಲಾಖೆ ಅಧಿಕಾರಿಗಳ ಭೇಟಿ <box>555 677 1063 707</box>
date-kannada: ಶನಿವಾರ 13 ಸೆಪ್ಟೆಂಬರ್ 2025 <box>1085 117 1237 134</box>
